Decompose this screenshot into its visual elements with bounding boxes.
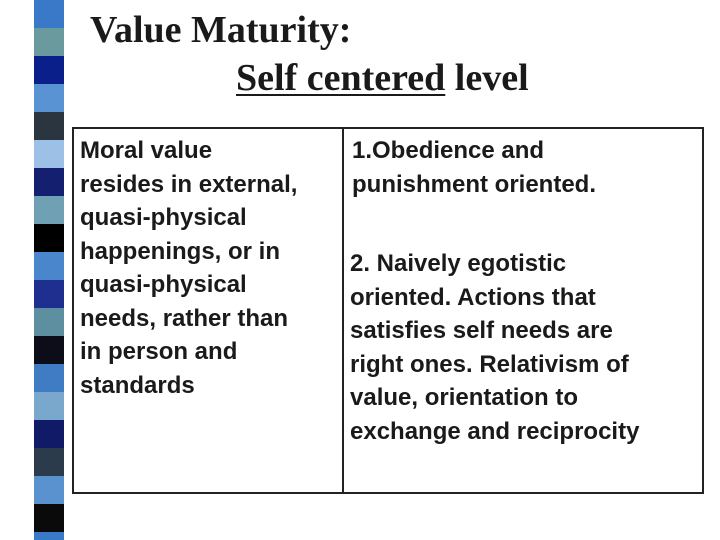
slide-subtitle: [236, 56, 529, 100]
bar-segment: [34, 392, 64, 420]
bar-segment: [34, 56, 64, 84]
right-item-2-line: oriented. Actions that: [350, 283, 596, 311]
bar-segment: [34, 336, 64, 364]
bar-segment: [34, 0, 64, 28]
decorative-left-bar: [0, 0, 66, 540]
subtitle-rest-text: level: [445, 57, 529, 99]
slide-title: Value Maturity:: [90, 9, 352, 51]
bar-segment: [34, 420, 64, 448]
left-cell-line: quasi-physical: [80, 204, 247, 231]
right-item-2-line: right ones. Relativism of: [350, 350, 629, 378]
bar-segment: [34, 196, 64, 224]
right-item-2-line: satisfies self needs are: [350, 317, 613, 344]
subtitle-underlined-text: Self centered: [236, 57, 446, 99]
bar-segment: [34, 532, 64, 540]
bar-segment: [34, 308, 64, 336]
bar-segment: [34, 476, 64, 504]
left-cell-line: standards: [80, 371, 195, 399]
bar-segment: [34, 448, 64, 476]
bar-segment: [34, 364, 64, 392]
right-item-2-line: value, orientation to: [350, 384, 579, 411]
bar-segment: [34, 84, 64, 112]
table-column-divider: [342, 127, 344, 494]
right-item-2-line: 2. Naively egotistic: [350, 250, 567, 277]
bar-segment: [34, 140, 64, 168]
left-cell-line: happenings, or in: [80, 237, 281, 265]
left-cell-line: needs, rather than: [80, 304, 289, 332]
bar-segment: [34, 280, 64, 308]
right-item-2-line: exchange and reciprocity: [350, 417, 640, 445]
left-cell-line: resides in external,: [80, 170, 298, 198]
right-item-1-line: 1.Obedience and: [352, 137, 545, 164]
left-cell-line: in person and: [80, 338, 238, 365]
bar-segment: [34, 112, 64, 140]
left-cell-line: quasi-physical: [80, 271, 247, 298]
right-cell-item-1: [352, 134, 596, 201]
bar-segment: [34, 28, 64, 56]
bar-segment: [34, 168, 64, 196]
bar-segment: [34, 504, 64, 532]
bar-segment: [34, 252, 64, 280]
left-cell-line: Moral value: [80, 137, 213, 164]
left-cell-text: [80, 134, 297, 402]
bar-segment: [34, 224, 64, 252]
right-item-1-line: punishment oriented.: [352, 170, 597, 198]
right-cell-item-2: [350, 247, 639, 448]
